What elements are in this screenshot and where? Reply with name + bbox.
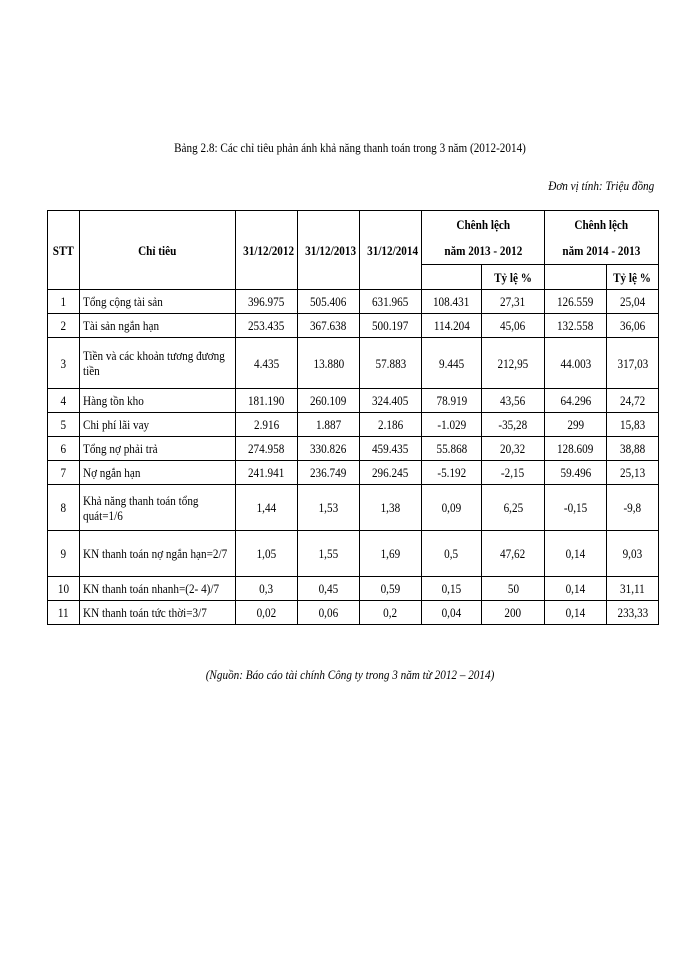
cell-tyle-14-13: 233,33 <box>607 601 659 625</box>
cell-stt: 3 <box>48 338 80 389</box>
cell-chi-tieu: Tài sản ngắn hạn <box>80 314 236 338</box>
cell-chenh-14-13: 0,14 <box>545 577 607 601</box>
cell-val-2013: 260.109 <box>298 389 360 413</box>
header-chenh-lech-1: Chênh lệch <box>422 211 545 238</box>
header-chenh-lech-2: Chênh lệch <box>545 211 659 238</box>
cell-val-2014: 459.435 <box>360 437 422 461</box>
cell-tyle-13-12: 200 <box>482 601 545 625</box>
header-blank-1 <box>422 265 482 290</box>
table-row <box>48 338 659 389</box>
cell-chi-tieu: Tổng nợ phải trả <box>80 437 236 461</box>
cell-chenh-14-13: 132.558 <box>545 314 607 338</box>
cell-chenh-13-12: 9.445 <box>422 338 482 389</box>
cell-chi-tieu: KN thanh toán nhanh=(2- 4)/7 <box>80 577 236 601</box>
cell-stt: 5 <box>48 413 80 437</box>
header-2012: 31/12/2012 <box>236 211 298 290</box>
header-stt: STT <box>48 211 80 290</box>
cell-val-2013: 13.880 <box>298 338 360 389</box>
cell-val-2012: 1,44 <box>236 485 298 531</box>
unit-note: Đơn vị tính: Triệu đồng <box>548 178 654 193</box>
cell-tyle-14-13: 31,11 <box>607 577 659 601</box>
cell-val-2012: 274.958 <box>236 437 298 461</box>
cell-tyle-14-13: 36,06 <box>607 314 659 338</box>
cell-val-2014: 0,59 <box>360 577 422 601</box>
cell-tyle-13-12: 6,25 <box>482 485 545 531</box>
cell-val-2013: 1,53 <box>298 485 360 531</box>
header-2013: 31/12/2013 <box>298 211 360 290</box>
cell-stt: 10 <box>48 577 80 601</box>
cell-val-2014: 500.197 <box>360 314 422 338</box>
cell-chi-tieu: KN thanh toán nợ ngắn hạn=2/7 <box>80 531 236 577</box>
table-row <box>48 314 659 338</box>
cell-val-2014: 2.186 <box>360 413 422 437</box>
cell-tyle-14-13: 25,04 <box>607 290 659 314</box>
cell-val-2014: 631.965 <box>360 290 422 314</box>
cell-val-2014: 324.405 <box>360 389 422 413</box>
cell-tyle-13-12: 47,62 <box>482 531 545 577</box>
table-row <box>48 437 659 461</box>
cell-val-2013: 0,06 <box>298 601 360 625</box>
cell-tyle-13-12: 43,56 <box>482 389 545 413</box>
cell-tyle-14-13: -9,8 <box>607 485 659 531</box>
cell-chenh-13-12: 55.868 <box>422 437 482 461</box>
table-title: Bảng 2.8: Các chỉ tiêu phản ánh khả năng thanh toán trong 3 năm (2012-2014) <box>174 140 526 155</box>
cell-val-2012: 396.975 <box>236 290 298 314</box>
cell-stt: 6 <box>48 437 80 461</box>
cell-tyle-13-12: -2,15 <box>482 461 545 485</box>
cell-val-2012: 4.435 <box>236 338 298 389</box>
cell-chenh-14-13: 44.003 <box>545 338 607 389</box>
header-blank-2 <box>545 265 607 290</box>
cell-chenh-14-13: 0,14 <box>545 601 607 625</box>
cell-val-2012: 0,02 <box>236 601 298 625</box>
cell-chi-tieu: Tiền và các khoản tương đương tiền <box>80 338 236 389</box>
header-ty-le-1: Tỷ lệ % <box>482 265 545 290</box>
cell-tyle-13-12: 45,06 <box>482 314 545 338</box>
cell-chi-tieu: Chi phí lãi vay <box>80 413 236 437</box>
liquidity-table <box>47 210 659 625</box>
cell-chenh-13-12: 0,04 <box>422 601 482 625</box>
cell-chenh-13-12: -1.029 <box>422 413 482 437</box>
table-row <box>48 461 659 485</box>
cell-tyle-13-12: 20,32 <box>482 437 545 461</box>
table-row <box>48 577 659 601</box>
cell-chenh-13-12: 108.431 <box>422 290 482 314</box>
header-chi-tieu: Chỉ tiêu <box>80 211 236 290</box>
cell-val-2012: 0,3 <box>236 577 298 601</box>
cell-stt: 2 <box>48 314 80 338</box>
cell-chenh-14-13: 59.496 <box>545 461 607 485</box>
header-2014: 31/12/2014 <box>360 211 422 290</box>
cell-tyle-14-13: 317,03 <box>607 338 659 389</box>
cell-val-2012: 181.190 <box>236 389 298 413</box>
cell-val-2013: 1.887 <box>298 413 360 437</box>
cell-tyle-13-12: 212,95 <box>482 338 545 389</box>
header-period-1: năm 2013 - 2012 <box>422 238 545 265</box>
cell-chenh-14-13: 126.559 <box>545 290 607 314</box>
cell-chenh-13-12: 0,5 <box>422 531 482 577</box>
cell-stt: 8 <box>48 485 80 531</box>
table-row <box>48 389 659 413</box>
cell-val-2012: 241.941 <box>236 461 298 485</box>
cell-chi-tieu: Tổng cộng tài sản <box>80 290 236 314</box>
cell-chi-tieu: Nợ ngắn hạn <box>80 461 236 485</box>
cell-chi-tieu: Hàng tồn kho <box>80 389 236 413</box>
cell-stt: 7 <box>48 461 80 485</box>
cell-val-2014: 296.245 <box>360 461 422 485</box>
cell-val-2014: 57.883 <box>360 338 422 389</box>
cell-chenh-13-12: 78.919 <box>422 389 482 413</box>
cell-val-2013: 1,55 <box>298 531 360 577</box>
cell-val-2013: 236.749 <box>298 461 360 485</box>
cell-stt: 1 <box>48 290 80 314</box>
cell-chenh-13-12: 114.204 <box>422 314 482 338</box>
cell-tyle-14-13: 38,88 <box>607 437 659 461</box>
cell-val-2014: 1,38 <box>360 485 422 531</box>
table-row <box>48 531 659 577</box>
cell-chenh-14-13: 64.296 <box>545 389 607 413</box>
table-row <box>48 413 659 437</box>
cell-stt: 4 <box>48 389 80 413</box>
cell-val-2014: 1,69 <box>360 531 422 577</box>
table-row <box>48 290 659 314</box>
cell-val-2014: 0,2 <box>360 601 422 625</box>
cell-chenh-14-13: 299 <box>545 413 607 437</box>
cell-val-2012: 253.435 <box>236 314 298 338</box>
cell-tyle-13-12: 50 <box>482 577 545 601</box>
cell-chenh-13-12: 0,15 <box>422 577 482 601</box>
header-ty-le-2: Tỷ lệ % <box>607 265 659 290</box>
cell-val-2013: 505.406 <box>298 290 360 314</box>
table-row <box>48 601 659 625</box>
cell-stt: 11 <box>48 601 80 625</box>
header-period-2: năm 2014 - 2013 <box>545 238 659 265</box>
cell-stt: 9 <box>48 531 80 577</box>
cell-tyle-14-13: 15,83 <box>607 413 659 437</box>
cell-chenh-14-13: 0,14 <box>545 531 607 577</box>
cell-tyle-14-13: 25,13 <box>607 461 659 485</box>
cell-tyle-13-12: -35,28 <box>482 413 545 437</box>
cell-val-2012: 1,05 <box>236 531 298 577</box>
cell-tyle-14-13: 9,03 <box>607 531 659 577</box>
cell-chi-tieu: KN thanh toán tức thời=3/7 <box>80 601 236 625</box>
cell-val-2013: 0,45 <box>298 577 360 601</box>
cell-val-2013: 367.638 <box>298 314 360 338</box>
cell-val-2012: 2.916 <box>236 413 298 437</box>
cell-chenh-13-12: -5.192 <box>422 461 482 485</box>
cell-chenh-14-13: 128.609 <box>545 437 607 461</box>
cell-val-2013: 330.826 <box>298 437 360 461</box>
source-note: (Nguồn: Báo cáo tài chính Công ty trong 3 năm từ 2012 – 2014) <box>205 667 495 682</box>
cell-tyle-13-12: 27,31 <box>482 290 545 314</box>
cell-chenh-14-13: -0,15 <box>545 485 607 531</box>
table-row <box>48 485 659 531</box>
cell-chenh-13-12: 0,09 <box>422 485 482 531</box>
cell-tyle-14-13: 24,72 <box>607 389 659 413</box>
cell-chi-tieu: Khả năng thanh toán tổng quát=1/6 <box>80 485 236 531</box>
